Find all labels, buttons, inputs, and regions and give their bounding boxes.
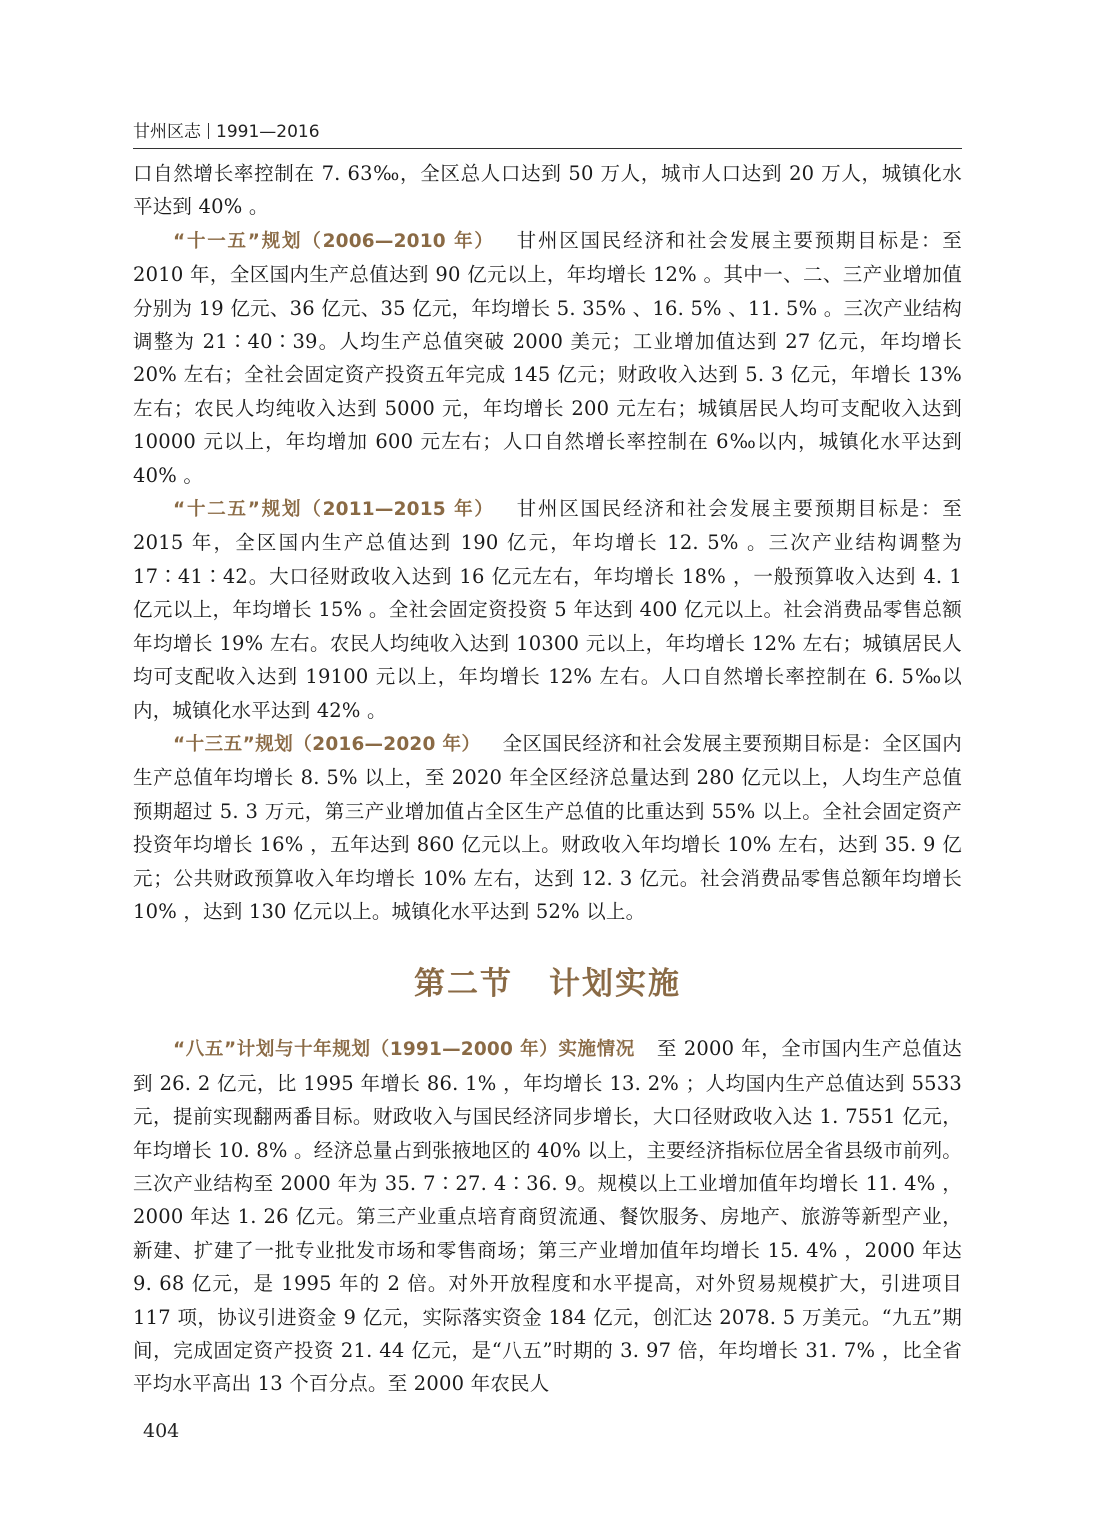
header-divider bbox=[208, 123, 209, 139]
running-header bbox=[133, 120, 962, 149]
paragraph-text: 至 2000 年，全市国内生产总值达到 26. 2 亿元，比 1995 年增长 86. 1% ，年均增长 13. 2% ；人均国内生产总值达到 5533 元，提前实现翻两番目标。财政收入与国民经济同步增长，大口径财政收入达 1. 7551 亿元，年均增长 10. 8% 。经济总量占到张掖地区的 40% 以上，主要经济指标位居全省县级市前列。三次产业结构至 2000 年为 35. 7∶27. 4∶36. 9。规模以上工业增加值年均增长 11. 4% ，2000 年达 1. 26 亿元。第三产业重点培育商贸流通、餐饮服务、房地产、旅游等新型产业，新建、扩建了一批专业批发市场和零售商场；第三产业增加值年均增长 15. 4% ，2000 年达 9. 68 亿元，是 1995 年的 2 倍。对外开放程度和水平提高，对外贸易规模扩大，引进项目 117 项，协议引进资金 9 亿元，实际落实资金 184 亿元，创汇达 2078. 5 万美元。“九五”期间，完成固定资产投资 21. 44 亿元，是“八五”时期的 3. 97 倍，年均增长 31. 7% ，比全省平均水平高出 13 个百分点。至 2000 年农民人 bbox=[133, 1037, 962, 1396]
paragraph-lead-heading: “十二五”规划（2011—2015 年） bbox=[173, 499, 495, 521]
book-title: 甘州区志 bbox=[133, 122, 201, 142]
paragraph-lead-heading: “十一五”规划（2006—2010 年） bbox=[173, 230, 495, 252]
paragraph-lead-heading: “十三五”规划（2016—2020 年） bbox=[173, 733, 481, 755]
page-number: 404 bbox=[143, 1420, 180, 1442]
paragraph-11th-five-year-plan bbox=[133, 224, 962, 492]
year-range: 1991—2016 bbox=[216, 122, 320, 142]
paragraph-13th-five-year-plan bbox=[133, 727, 962, 928]
paragraph-lead-heading: “八五”计划与十年规划（1991—2000 年）实施情况 bbox=[173, 1039, 635, 1061]
body-text bbox=[133, 157, 962, 1401]
paragraph-continuation bbox=[133, 157, 962, 224]
paragraph-text: 全区国民经济和社会发展主要预期目标是：全区国内生产总值年均增长 8. 5% 以上，至 2020 年全区经济总量达到 280 亿元以上，人均生产总值预期超过 5. 3 万元，第三产业增加值占全区生产总值的比重达到 55% 以上。全社会固定资产投资年均增长 16% ，五年达到 860 亿元以上。财政收入年均增长 10% 左右，达到 35. 9 亿元；公共财政预算收入年均增长 10% 左右，达到 12. 3 亿元。社会消费品零售总额年均增长 10% ，达到 130 亿元以上。城镇化水平达到 52% 以上。 bbox=[133, 731, 962, 923]
section-title: 计划实施 bbox=[549, 966, 681, 1003]
paragraph-text: 口自然增长率控制在 7. 63‰，全区总人口达到 50 万人，城市人口达到 20 万人，城镇化水平达到 40% 。 bbox=[133, 162, 962, 219]
paragraph-text: 甘州区国民经济和社会发展主要预期目标是：至 2010 年，全区国内生产总值达到 90 亿元以上，年均增长 12% 。其中一、二、三产业增加值分别为 19 亿元、36 亿元、35 亿元，年均增长 5. 35% 、16. 5% 、11. 5% 。三次产业结构调整为 21∶40∶39。人均生产总值突破 2000 美元；工业增加值达到 27 亿元，年均增长 20% 左右；全社会固定资产投资五年完成 145 亿元；财政收入达到 5. 3 亿元，年增长 13% 左右；农民人均纯收入达到 5000 元，年均增长 200 元左右；城镇居民人均可支配收入达到 10000 元以上，年均增加 600 元左右；人口自然增长率控制在 6‰以内，城镇化水平达到 40% 。 bbox=[133, 228, 962, 487]
paragraph-text: 甘州区国民经济和社会发展主要预期目标是：至 2015 年，全区国内生产总值达到 190 亿元，年均增长 12. 5% 。三次产业结构调整为 17∶41∶42。大口径财政收入达到 16 亿元左右，年均增长 18% ，一般预算收入达到 4. 1 亿元以上，年均增长 15% 。全社会固定资投资 5 年达到 400 亿元以上。社会消费品零售总额年均增长 19% 左右。农民人均纯收入达到 10300 元以上，年均增长 12% 左右；城镇居民人均可支配收入达到 19100 元以上，年均增长 12% 左右。人口自然增长率控制在 6. 5‰以内，城镇化水平达到 42% 。 bbox=[133, 497, 962, 722]
section-number: 第二节 bbox=[414, 966, 513, 1003]
paragraph-12th-five-year-plan bbox=[133, 492, 962, 727]
section-heading bbox=[133, 964, 962, 1004]
paragraph-8th-plan-implementation bbox=[133, 1032, 962, 1400]
